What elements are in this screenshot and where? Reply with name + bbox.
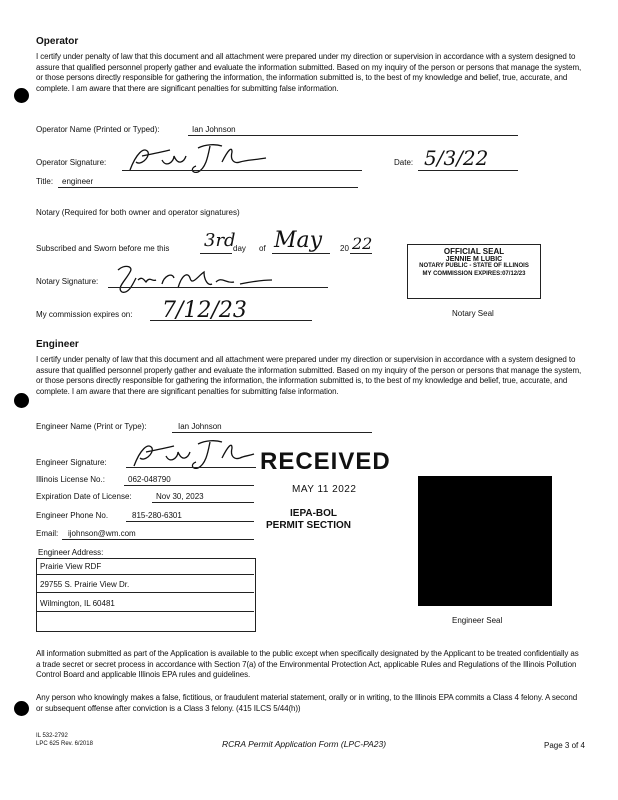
received-stamp-title: RECEIVED xyxy=(260,448,391,475)
notary-day-line xyxy=(200,253,232,254)
felony-notice: Any person who knowingly makes a false, fictitious, or fraudulent material statement, orally or in writing, to the Illinois EPA commits a Class 4 felony. A second or subsequent offense after conviction is a Class 3 felony. (415 ILCS 5/44(h)) xyxy=(36,693,578,713)
operator-title-value: engineer xyxy=(62,177,94,186)
notary-month-value: May xyxy=(274,228,323,253)
engineer-name-value: Ian Johnson xyxy=(178,422,222,431)
operator-name-label: Operator Name (Printed or Typed): xyxy=(36,125,160,134)
received-stamp-line1: IEPA-BOL xyxy=(290,508,338,519)
engineer-license-value: 062-048790 xyxy=(128,475,171,484)
notary-seal-line2: JENNIE M LUBIC xyxy=(445,255,503,263)
engineer-address-line2: 29755 S. Prairie View Dr. xyxy=(40,580,130,589)
engineer-certification: I certify under penalty of law that this document and all attachment were prepared under my direction or supervision in accordance with a system designed to assure that qualified personnel properly gather and evaluate the information submitted. Based on my inquiry of the person or persons that manage the system, or those persons directly responsible for gathering the information, the information submitted is, to the best of my knowledge and belief, true, accurate, and complete. I am aware that there are significant penalties for submitting false information. xyxy=(36,355,582,396)
punch-hole-3 xyxy=(14,701,29,716)
engineer-name-line xyxy=(172,432,372,433)
engineer-expiration-value: Nov 30, 2023 xyxy=(156,492,204,501)
notary-expires-label: My commission expires on: xyxy=(36,310,133,319)
address-divider-1 xyxy=(36,574,254,575)
operator-certification: I certify under penalty of law that this document and all attachment were prepared under my direction or supervision in accordance with a system designed to assure that qualified personnel properly gather and evaluate the information submitted. Based on my inquiry of the person or persons that manage the system, or those persons directly responsible for gathering the information, the information submitted is, to the best of my knowledge and belief, true, accurate, and complete. I am aware that there are significant penalties for submitting false information. xyxy=(36,52,582,93)
notary-signature-label: Notary Signature: xyxy=(36,277,99,286)
punch-hole-1 xyxy=(14,88,29,103)
engineer-heading: Engineer xyxy=(36,339,79,350)
page-number: Page 3 of 4 xyxy=(544,741,585,750)
notary-expires-value: 7/12/23 xyxy=(162,298,247,323)
operator-date-label: Date: xyxy=(394,158,414,167)
notary-sworn-label: Subscribed and Sworn before me this xyxy=(36,244,170,253)
operator-title-label: Title: xyxy=(36,177,54,186)
engineer-name-label: Engineer Name (Print or Type): xyxy=(36,422,147,431)
notary-of-label: of xyxy=(259,244,266,253)
engineer-seal-caption: Engineer Seal xyxy=(452,616,503,625)
operator-date-value: 5/3/22 xyxy=(424,146,489,170)
engineer-license-line xyxy=(124,485,254,486)
public-notice: All information submitted as part of the Application is available to the public except when specifically designated by the Applicant to be treated confidentially as a trade secret or secret process in accordance with Section 7(a) of the Environmental Protection Act, applicable Rules and Regulations of the Illinois Pollution Control Board and applicable Illinois EPA rules and guidelines. xyxy=(36,649,579,680)
engineer-signature-label: Engineer Signature: xyxy=(36,458,107,467)
operator-signature-line xyxy=(122,170,362,171)
notary-seal-line4: MY COMMISSION EXPIRES:07/12/23 xyxy=(422,270,526,277)
notary-seal-line1: OFFICIAL SEAL xyxy=(443,247,505,256)
engineer-email-line xyxy=(62,539,254,540)
operator-signature-label: Operator Signature: xyxy=(36,158,107,167)
notary-signature-line xyxy=(108,287,328,288)
notary-year-line xyxy=(350,253,372,254)
form-code-1: IL 532-2792 xyxy=(36,733,68,739)
received-stamp-line2: PERMIT SECTION xyxy=(266,520,352,531)
notary-signature xyxy=(108,262,278,296)
notary-seal-caption: Notary Seal xyxy=(452,309,494,318)
engineer-address-line1: Prairie View RDF xyxy=(40,562,102,571)
notary-day-value: 3rd xyxy=(204,230,236,251)
operator-date-line xyxy=(418,170,518,171)
operator-name-value: Ian Johnson xyxy=(192,125,236,134)
notary-seal xyxy=(407,244,541,299)
notary-year-prefix: 20 xyxy=(340,244,349,253)
notary-month-line xyxy=(272,253,330,254)
engineer-email-label: Email: xyxy=(36,529,59,538)
notary-day-label: day xyxy=(233,244,246,253)
address-divider-2 xyxy=(36,592,254,593)
form-code-2: LPC 625 Rev. 6/2018 xyxy=(36,741,93,747)
notary-expires-line xyxy=(150,320,312,321)
received-stamp-date: MAY 11 2022 xyxy=(292,484,357,495)
notary-year-value: 22 xyxy=(352,234,373,253)
form-title: RCRA Permit Application Form (LPC-PA23) xyxy=(222,739,387,749)
engineer-license-label: Illinois License No.: xyxy=(36,475,105,484)
engineer-email-value: ijohnson@wm.com xyxy=(68,529,136,538)
operator-heading: Operator xyxy=(36,36,79,47)
address-divider-3 xyxy=(36,611,254,612)
engineer-address-line3: Wilmington, IL 60481 xyxy=(40,599,115,608)
notary-heading: Notary (Required for both owner and operator signatures) xyxy=(36,208,240,217)
engineer-expiration-label: Expiration Date of License: xyxy=(36,492,132,501)
punch-hole-2 xyxy=(14,393,29,408)
engineer-address-box xyxy=(36,558,256,632)
engineer-expiration-line xyxy=(152,502,254,503)
engineer-signature-line xyxy=(126,467,256,468)
engineer-seal-redacted xyxy=(418,476,552,606)
engineer-phone-label: Engineer Phone No. xyxy=(36,511,109,520)
notary-seal-line3: NOTARY PUBLIC - STATE OF ILLINOIS xyxy=(419,263,529,269)
operator-title-line xyxy=(58,187,358,188)
operator-name-line xyxy=(188,135,518,136)
engineer-phone-line xyxy=(126,521,254,522)
engineer-address-label: Engineer Address: xyxy=(38,548,104,557)
engineer-phone-value: 815-280-6301 xyxy=(132,511,182,520)
